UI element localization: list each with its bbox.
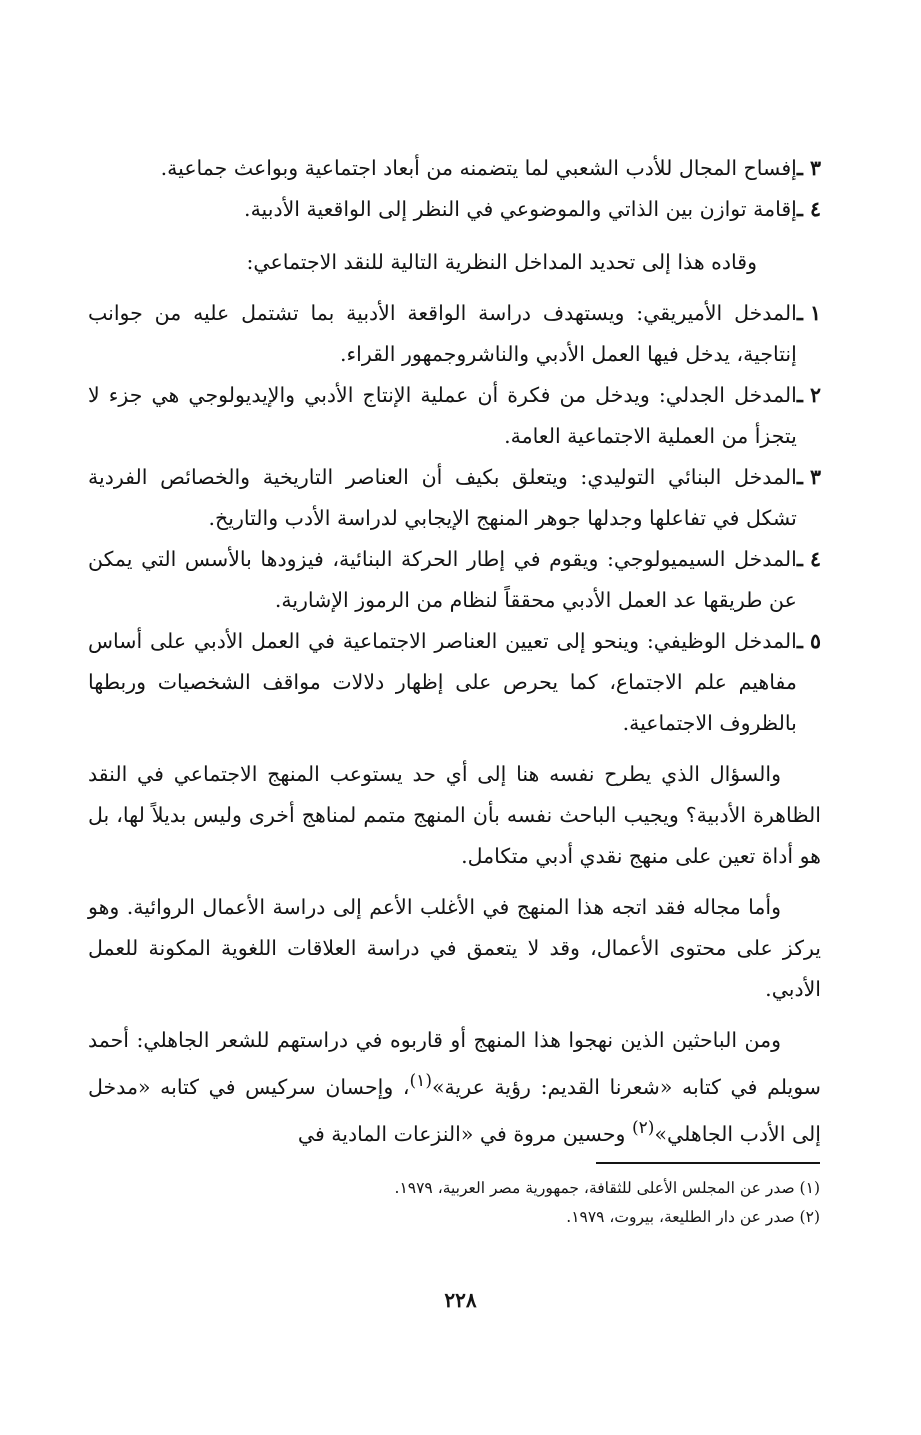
item-number: ٤ ـ	[796, 547, 821, 571]
paragraph-text: ، وإحسان سركيس في كتابه «مدخل إلى الأدب الجاهلي»	[88, 1074, 821, 1146]
list-item	[88, 539, 821, 621]
body-paragraph: والسؤال الذي يطرح نفسه هنا إلى أي حد يستوعب المنهج الاجتماعي في النقد الظاهرة الأدبية؟ ويجيب الباحث نفسه بأن المنهج متمم لمناهج أخرى وليس بديلاً لها، بل هو أداة تعين على منهج نقدي أدبي متكامل.	[88, 762, 822, 868]
approaches-list	[88, 293, 821, 744]
item-text: إقامة توازن بين الذاتي والموضوعي في النظر إلى الواقعية الأدبية.	[244, 197, 797, 221]
footnotes	[150, 1174, 820, 1232]
page-number: ٢٢٨	[444, 1288, 477, 1312]
footnote: (١) صدر عن المجلس الأعلى للثقافة، جمهورية مصر العربية، ١٩٧٩.	[394, 1179, 820, 1197]
item-number: ٣ ـ	[796, 156, 821, 180]
list-item	[88, 375, 821, 457]
item-number: ٥ ـ	[796, 629, 821, 653]
footnote: (٢) صدر عن دار الطليعة، بيروت، ١٩٧٩.	[566, 1208, 820, 1226]
footnote-divider	[596, 1162, 820, 1164]
footnote-ref: (٢)	[631, 1117, 655, 1138]
body-paragraph-references	[88, 1020, 821, 1155]
list-item	[88, 457, 821, 539]
item-text: المدخل البنائي التوليدي: ويتعلق بكيف أن العناصر التاريخية والخصائص الفردية تشكل في تفاعلها وجدلها جوهر المنهج الإيجابي لدراسة الأدب والتاريخ.	[88, 465, 797, 530]
footnote-ref: (١)	[409, 1071, 433, 1091]
list-item	[88, 148, 821, 189]
body-paragraph: وأما مجاله فقد اتجه هذا المنهج في الأغلب الأعم إلى دراسة الأعمال الروائية. وهو يركز على محتوى الأعمال، وقد لا يتعمق في دراسة العلاقات اللغوية المكونة للعمل الأدبي.	[88, 895, 821, 1001]
list-item	[88, 293, 821, 375]
item-text: المدخل السيميولوجي: ويقوم في إطار الحركة البنائية، فيزودها بالأسس التي يمكن عن طريقها عد العمل الأدبي محققاً لنظام من الرموز الإشارية.	[88, 547, 797, 612]
item-text: إفساح المجال للأدب الشعبي لما يتضمنه من أبعاد اجتماعية وبواعث جماعية.	[160, 156, 797, 180]
item-text: المدخل الوظيفي: وينحو إلى تعيين العناصر الاجتماعية في العمل الأدبي على أساس مفاهيم علم الاجتماع، كما يحرص على إظهار دلالات مواقف الشخصيات وربطها بالظروف الاجتماعية.	[88, 629, 797, 735]
intro-paragraph: وقاده هذا إلى تحديد المداخل النظرية التالية للنقد الاجتماعي:	[246, 250, 757, 274]
item-text: المدخل الأميريقي: ويستهدف دراسة الواقعة الأدبية بما تشتمل عليه من جوانب إنتاجية، يدخل فيها العمل الأدبي والناشروجمهور القراء.	[88, 301, 797, 366]
body-text	[88, 148, 821, 1165]
item-number: ٢ ـ	[796, 383, 821, 407]
paragraph-text: وحسين مروة في «النزعات المادية في	[297, 1121, 632, 1146]
paragraph-text: ومن الباحثين الذين نهجوا هذا المنهج أو قاربوه في دراستهم للشعر الجاهلي: أحمد سويلم في كتابه «شعرنا القديم: رؤية عرية»	[88, 1028, 821, 1099]
item-number: ١ ـ	[796, 301, 821, 325]
list-item	[88, 189, 821, 230]
item-number: ٤ ـ	[796, 197, 821, 221]
item-number: ٣ ـ	[796, 465, 821, 489]
item-text: المدخل الجدلي: ويدخل من فكرة أن عملية الإنتاج الأدبي والإيديولوجي هي جزء لا يتجزأ من العملية الاجتماعية العامة.	[88, 383, 797, 448]
principles-list	[88, 148, 821, 230]
list-item	[88, 621, 821, 744]
